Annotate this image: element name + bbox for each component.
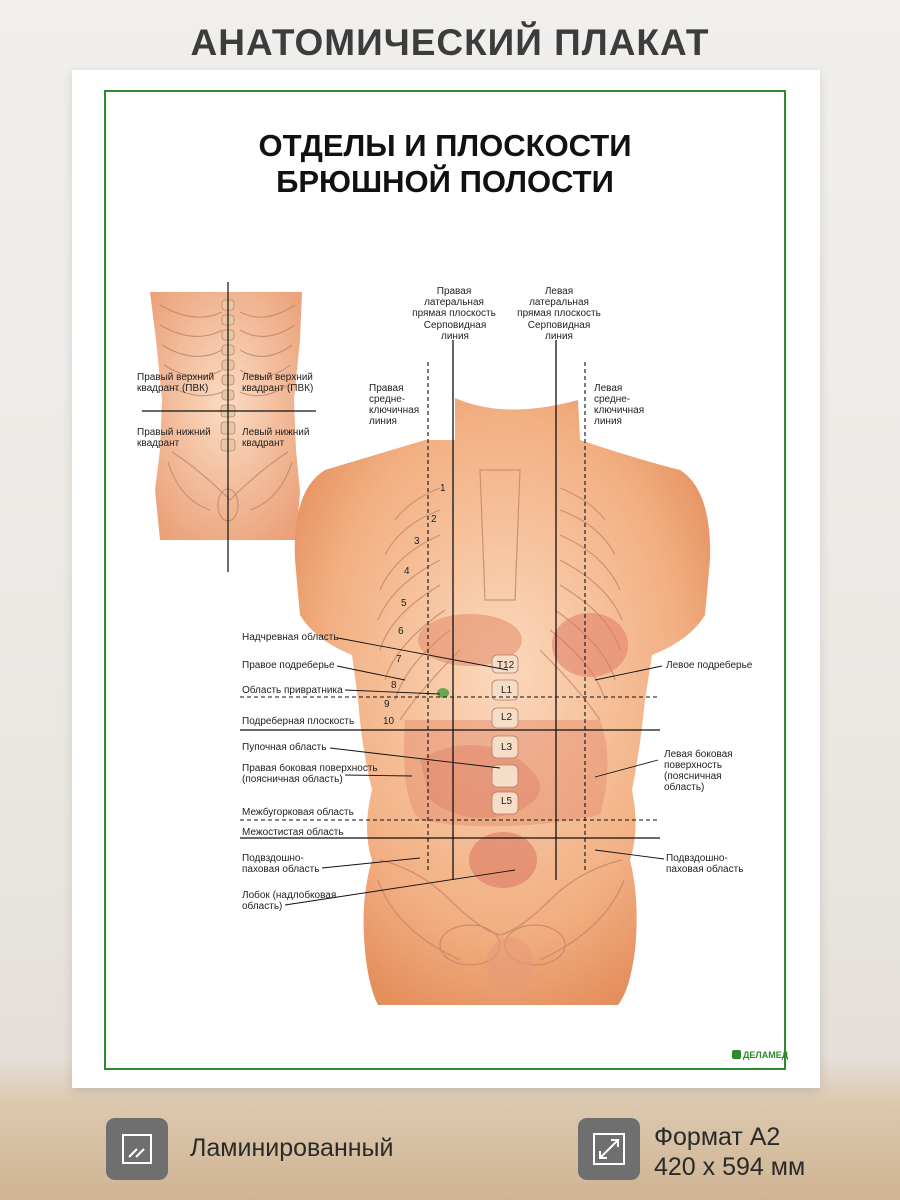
left-lateral-region-label: Левая боковая поверхность (поясничная область) bbox=[664, 749, 733, 793]
brand-mark-icon bbox=[732, 1050, 741, 1059]
subcostal-plane-label: Подреберная плоскость bbox=[242, 716, 355, 727]
rib-number: 7 bbox=[396, 654, 402, 665]
umbilical-label: Пупочная область bbox=[242, 742, 327, 753]
vertebra-label: L2 bbox=[501, 712, 513, 723]
pyloric-label: Область привратника bbox=[242, 685, 343, 696]
quadrant-left-lower-label: Левый нижний квадрант bbox=[242, 427, 310, 449]
right-lateral-plane-label: Правая латеральная прямая плоскость bbox=[412, 286, 496, 319]
resize-arrows-icon bbox=[578, 1118, 640, 1180]
right-midclavicular-line-label: Правая средне- ключичная линия bbox=[369, 383, 420, 427]
rib-number: 2 bbox=[431, 514, 437, 525]
rib-number: 6 bbox=[398, 626, 404, 637]
left-semilunar-line-label: Серповидная линия bbox=[527, 320, 591, 342]
rib-number: 1 bbox=[440, 483, 446, 494]
right-hypochondrium-label: Правое подреберье bbox=[242, 660, 335, 671]
intertubercular-label: Межбугорковая область bbox=[242, 807, 354, 818]
format-dimensions: 420 х 594 мм bbox=[654, 1153, 806, 1181]
format-size-name: Формат А2 bbox=[654, 1123, 781, 1151]
left-midclavicular-line-label: Левая средне- ключичная линия bbox=[594, 383, 645, 427]
vertebra-label: T12 bbox=[497, 660, 515, 671]
left-inguinal-label: Подвздошно- паховая область bbox=[666, 853, 744, 875]
poster-title-line1: ОТДЕЛЫ И ПЛОСКОСТИ bbox=[258, 128, 632, 163]
laminated-feature-text: Ламинированный bbox=[190, 1134, 394, 1162]
rib-number: 10 bbox=[383, 716, 395, 727]
rib-number: 3 bbox=[414, 536, 420, 547]
laminate-icon bbox=[106, 1118, 168, 1180]
poster-title-line2: БРЮШНОЙ ПОЛОСТИ bbox=[276, 164, 614, 199]
rib-number: 9 bbox=[384, 699, 390, 710]
right-semilunar-line-label: Серповидная линия bbox=[423, 320, 487, 342]
format-feature-text bbox=[654, 1122, 805, 1182]
left-hypochondrium-label: Левое подреберье bbox=[666, 660, 753, 671]
epigastric-label: Надчревная область bbox=[242, 632, 339, 643]
left-lateral-plane-label: Левая латеральная прямая плоскость bbox=[517, 286, 601, 319]
vertebra-label: L1 bbox=[501, 685, 513, 696]
pubic-region-label: Лобок (надлобковая область) bbox=[242, 890, 337, 912]
page-header: АНАТОМИЧЕСКИЙ ПЛАКАТ bbox=[190, 22, 710, 63]
right-inguinal-label: Подвздошно- паховая область bbox=[242, 853, 320, 875]
right-lateral-region-label: Правая боковая поверхность (поясничная область) bbox=[242, 763, 378, 785]
quadrant-right-upper-label: Правый верхний квадрант (ПВК) bbox=[137, 372, 215, 394]
interspinous-label: Межостистая область bbox=[242, 827, 344, 838]
brand-logo: ДЕЛАМЕД bbox=[732, 1050, 788, 1060]
vertebra-label: L3 bbox=[501, 742, 513, 753]
rib-number: 5 bbox=[401, 598, 407, 609]
vertebra-label: L5 bbox=[501, 796, 513, 807]
rib-number: 8 bbox=[391, 680, 397, 691]
rib-number: 4 bbox=[404, 566, 410, 577]
quadrant-right-lower-label: Правый нижний квадрант bbox=[137, 427, 211, 449]
quadrant-left-upper-label: Левый верхний квадрант (ПВК) bbox=[242, 372, 314, 394]
